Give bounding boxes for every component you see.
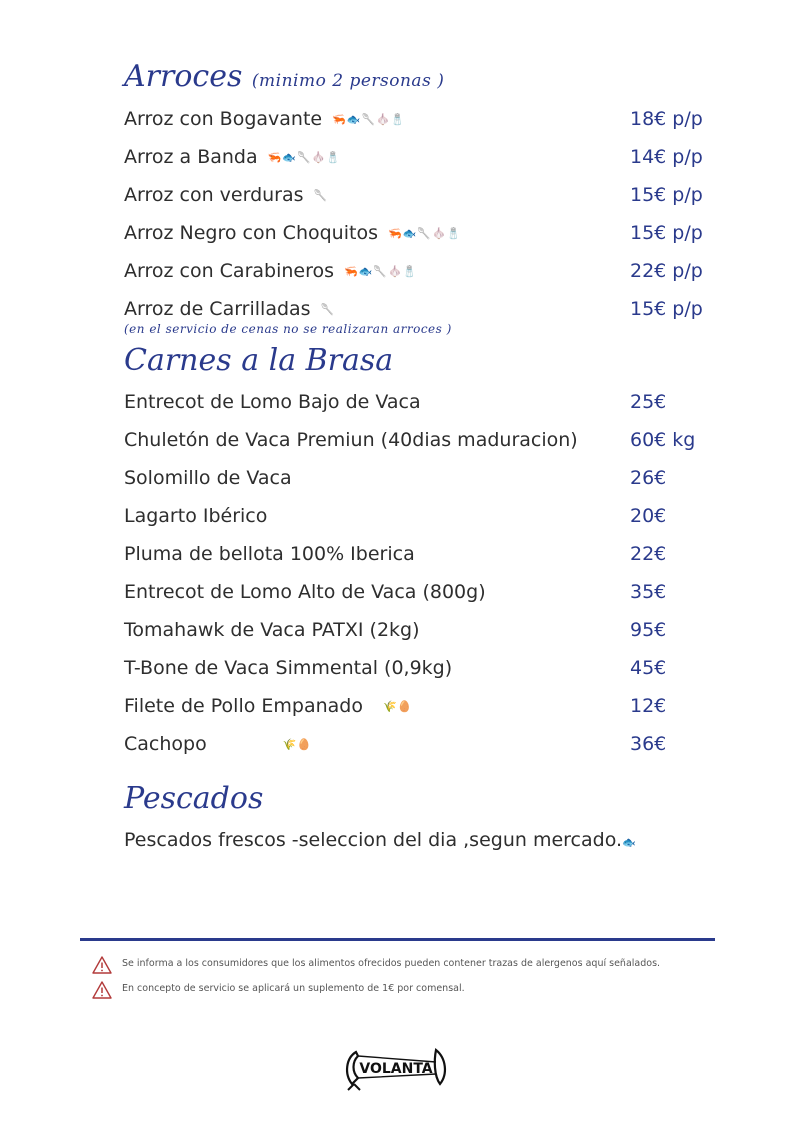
menu-item-arroz-carabineros [124, 256, 724, 286]
menu-item-pluma [124, 539, 724, 569]
menu-item-arroz-verduras [124, 180, 724, 210]
allergen-icons: 🦐🐟🥄🧄🧂 [344, 264, 418, 278]
item-name: Entrecot de Lomo Bajo de Vaca [124, 391, 421, 413]
item-name: T-Bone de Vaca Simmental (0,9kg) [124, 657, 453, 679]
item-name: Solomillo de Vaca [124, 467, 292, 489]
warning-icon [92, 981, 112, 999]
menu-item-entrecot-lomo-alto [124, 577, 724, 607]
section-title-carnes [124, 344, 393, 378]
item-name: Arroz con Carabineros [124, 260, 335, 282]
allergen-icons: 🐟 [622, 836, 636, 849]
item-name: Pluma de bellota 100% Iberica [124, 543, 415, 565]
warning-icon [92, 956, 112, 974]
allergen-icons: 🌾🥚 [282, 737, 313, 751]
item-name: Cachopo [124, 733, 207, 755]
menu-item-lagarto [124, 501, 724, 531]
item-name: Entrecot de Lomo Alto de Vaca (800g) [124, 581, 486, 603]
item-name: Tomahawk de Vaca PATXI (2kg) [124, 619, 420, 641]
pescados-description-text: Pescados frescos -seleccion del dia ,segun mercado. [124, 829, 623, 851]
item-name: Arroz Negro con Choquitos [124, 222, 378, 244]
menu-item-tomahawk [124, 615, 724, 645]
menu-item-entrecot-lomo-bajo [124, 387, 724, 417]
item-name: Arroz con Bogavante [124, 108, 323, 130]
arroces-title-note: (minimo 2 personas ) [251, 71, 445, 91]
logo-text: VOLANTA [359, 1061, 433, 1077]
menu-item-solomillo [124, 463, 724, 493]
allergen-icons: 🦐🐟🥄🧄🧂 [267, 150, 342, 164]
allergen-icons: 🦐🐟🥄🧄🧂 [387, 226, 462, 240]
pescados-description [124, 821, 644, 862]
notice-text: En concepto de servicio se aplicará un suplemento de 1€ por comensal. [122, 983, 465, 994]
item-price: 14€ p/p [630, 146, 703, 168]
notice-text: Se informa a los consumidores que los alimentos ofrecidos pueden contener trazas de alergenos aquí señalados. [122, 958, 661, 969]
item-price: 25€ [630, 391, 667, 413]
item-price: 26€ [630, 467, 667, 489]
menu-item-chuleton [124, 425, 724, 455]
menu-item-arroz-carrilladas [124, 294, 724, 324]
section-title-arroces [124, 60, 444, 98]
section-title-pescados [124, 782, 263, 816]
item-price: 15€ p/p [630, 298, 703, 320]
item-price: 18€ p/p [630, 108, 703, 130]
menu-item-arroz-negro [124, 218, 724, 248]
item-price: 15€ p/p [630, 184, 703, 206]
item-price: 15€ p/p [630, 222, 703, 244]
item-name: Arroz de Carrilladas [124, 298, 311, 320]
pescados-title: Pescados [124, 781, 264, 816]
arroces-service-note: (en el servicio de cenas no se realizaran arroces ) [124, 322, 452, 336]
menu-item-cachopo [124, 729, 724, 759]
allergen-icons: 🥄 [313, 188, 329, 202]
item-name: Arroz a Banda [124, 146, 258, 168]
item-name: Lagarto Ibérico [124, 505, 268, 527]
allergen-icons: 🥄 [320, 302, 336, 316]
menu-item-arroz-banda [124, 142, 724, 172]
item-price: 22€ [630, 543, 667, 565]
item-name: Filete de Pollo Empanado [124, 695, 363, 717]
volanta-logo [342, 1040, 452, 1094]
item-price: 20€ [630, 505, 667, 527]
footer-divider [80, 938, 715, 941]
carnes-title: Carnes a la Brasa [124, 343, 394, 378]
arroces-title: Arroces [124, 59, 243, 94]
item-name: Arroz con verduras [124, 184, 304, 206]
item-name: Chuletón de Vaca Premiun (40dias maduracion) [124, 429, 578, 451]
item-price: 45€ [630, 657, 667, 679]
menu-item-arroz-bogavante [124, 104, 724, 134]
allergen-icons: 🦐🐟🥄🧄🧂 [332, 112, 406, 126]
menu-item-tbone [124, 653, 724, 683]
allergen-icons: 🌾🥚 [382, 699, 413, 713]
item-price: 22€ p/p [630, 260, 703, 282]
item-price: 95€ [630, 619, 667, 641]
item-price: 36€ [630, 733, 667, 755]
item-price: 35€ [630, 581, 667, 603]
item-price: 60€ kg [630, 429, 696, 451]
menu-item-filete-pollo [124, 691, 724, 721]
item-price: 12€ [630, 695, 667, 717]
